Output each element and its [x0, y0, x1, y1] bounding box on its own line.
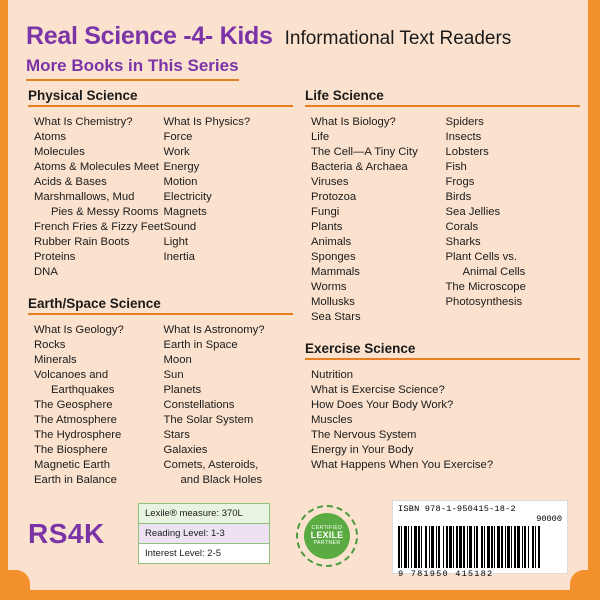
list-item: Rubber Rain Boots	[34, 236, 130, 248]
section-title-physical-science: Physical Science	[28, 88, 293, 107]
list-item: Sound	[163, 221, 197, 233]
list-item: What Is Biology?	[311, 116, 396, 128]
list-item: The Hydrosphere	[34, 429, 122, 441]
section-exercise-science	[305, 341, 580, 473]
list-item: Moon	[163, 354, 192, 366]
list-item: French Fries & Fizzy Feet	[34, 221, 164, 233]
section-earth-space-science	[28, 296, 293, 488]
list-item: Inertia	[163, 251, 195, 263]
list-item: Electricity	[163, 191, 212, 203]
list-item: Fish	[445, 161, 467, 173]
lexile-certified-partner-seal-icon	[296, 505, 358, 567]
lexile-info-box	[138, 503, 270, 564]
list-item: Corals	[445, 221, 479, 233]
list-item: Worms	[311, 281, 347, 293]
list-item: Proteins	[34, 251, 76, 263]
list-item: What is Exercise Science?	[311, 384, 445, 396]
cover-header	[26, 22, 572, 51]
list-item: Molecules	[34, 146, 85, 158]
rs4k-logo: RS4K	[28, 518, 105, 549]
list-item: Plant Cells vs.	[445, 251, 518, 263]
list-item: Magnets	[163, 206, 207, 218]
life-science-list-2	[446, 115, 581, 310]
series-heading: More Books in This Series	[26, 56, 239, 81]
right-column	[305, 88, 580, 489]
physical-science-list-2	[164, 115, 294, 265]
exercise-science-list	[311, 368, 580, 473]
seal-bottom-text: PARTNER	[313, 539, 341, 546]
right-edge-band	[588, 0, 600, 600]
list-item: What Is Astronomy?	[163, 324, 265, 336]
list-item: Insects	[445, 131, 482, 143]
list-item: Viruses	[311, 176, 349, 188]
life-science-list-1	[311, 115, 446, 325]
section-title-life-science: Life Science	[305, 88, 580, 107]
list-item: Energy	[163, 161, 200, 173]
list-item: What Is Chemistry?	[34, 116, 133, 128]
list-item: The Solar System	[163, 414, 254, 426]
list-item: Galaxies	[163, 444, 208, 456]
earth-space-list-1	[34, 323, 164, 488]
list-item: Motion	[163, 176, 198, 188]
list-item: Sharks	[445, 236, 481, 248]
list-item: The Nervous System	[311, 429, 417, 441]
list-item: Photosynthesis	[445, 296, 523, 308]
list-item: Acids & Bases	[34, 176, 107, 188]
list-item: What Is Physics?	[163, 116, 251, 128]
list-item: The Cell—A Tiny City	[311, 146, 418, 158]
lexile-reading-level-row: Reading Level: 1-3	[139, 524, 269, 544]
list-item: Minerals	[34, 354, 77, 366]
barcode-bars-icon	[398, 526, 562, 568]
list-item: Atoms	[34, 131, 67, 143]
list-item: Pies & Messy Rooms	[51, 206, 159, 218]
list-item: Light	[163, 236, 188, 248]
list-item: Sea Jellies	[445, 206, 501, 218]
section-life-science	[305, 88, 580, 325]
list-item: Mollusks	[311, 296, 355, 308]
section-physical-science	[28, 88, 293, 280]
bottom-edge-band	[0, 590, 600, 600]
list-item: Constellations	[163, 399, 235, 411]
list-item: Comets, Asteroids,	[163, 459, 259, 471]
list-item: Life	[311, 131, 330, 143]
isbn-text: ISBN 978-1-950415-18-2	[398, 504, 516, 514]
list-item: Sponges	[311, 251, 356, 263]
list-item: Mammals	[311, 266, 360, 278]
list-item: Fungi	[311, 206, 340, 218]
list-item: Work	[163, 146, 190, 158]
list-item: Muscles	[311, 414, 353, 426]
list-item: Marshmallows, Mud	[34, 191, 135, 203]
list-item: Force	[163, 131, 193, 143]
list-item: The Atmosphere	[34, 414, 117, 426]
list-item: Birds	[445, 191, 472, 203]
list-item: What Is Geology?	[34, 324, 124, 336]
section-title-exercise-science: Exercise Science	[305, 341, 580, 360]
list-item: Planets	[163, 384, 202, 396]
list-item: Earth in Balance	[34, 474, 117, 486]
list-item: Earth in Space	[163, 339, 238, 351]
list-item: Energy in Your Body	[311, 444, 414, 456]
lexile-interest-level-row: Interest Level: 2-5	[139, 544, 269, 563]
isbn-barcode	[392, 500, 568, 579]
list-item: The Geosphere	[34, 399, 113, 411]
left-edge-band	[0, 0, 8, 600]
list-item: Sun	[163, 369, 184, 381]
bottom-right-corner	[570, 570, 600, 600]
brand-title: Real Science -4- Kids	[26, 22, 273, 50]
list-item: Nutrition	[311, 369, 354, 381]
list-item: Atoms & Molecules Meet	[34, 161, 159, 173]
list-item: The Biosphere	[34, 444, 108, 456]
list-item: How Does Your Body Work?	[311, 399, 454, 411]
list-item: Rocks	[34, 339, 66, 351]
list-item: Spiders	[445, 116, 484, 128]
price-code-text: 90000	[536, 514, 562, 524]
physical-science-list-1	[34, 115, 164, 280]
earth-space-list-2	[164, 323, 294, 488]
seal-middle-text: LEXILE	[310, 530, 344, 541]
bottom-left-corner	[0, 570, 30, 600]
lexile-measure-row: Lexile® measure: 370L	[139, 504, 269, 524]
list-item: Magnetic Earth	[34, 459, 110, 471]
list-item: What Happens When You Exercise?	[311, 459, 494, 471]
barcode-digits: 9 781950 415182	[398, 569, 494, 579]
list-item: Volcanoes and	[34, 369, 109, 381]
seal-top-text: CERTIFIED	[311, 524, 343, 531]
list-item: and Black Holes	[180, 474, 263, 486]
list-item: Animal Cells	[462, 266, 526, 278]
list-item: Stars	[163, 429, 190, 441]
list-item: Protozoa	[311, 191, 357, 203]
list-item: Sea Stars	[311, 311, 361, 323]
list-item: Plants	[311, 221, 343, 233]
list-item: Frogs	[445, 176, 475, 188]
list-item: Lobsters	[445, 146, 489, 158]
section-title-earth-space-science: Earth/Space Science	[28, 296, 293, 315]
list-item: The Microscope	[445, 281, 526, 293]
list-item: Bacteria & Archaea	[311, 161, 408, 173]
left-column	[28, 88, 293, 504]
list-item: Animals	[311, 236, 352, 248]
cover-subtitle: Informational Text Readers	[284, 28, 512, 49]
list-item: Earthquakes	[51, 384, 115, 396]
list-item: DNA	[34, 266, 58, 278]
